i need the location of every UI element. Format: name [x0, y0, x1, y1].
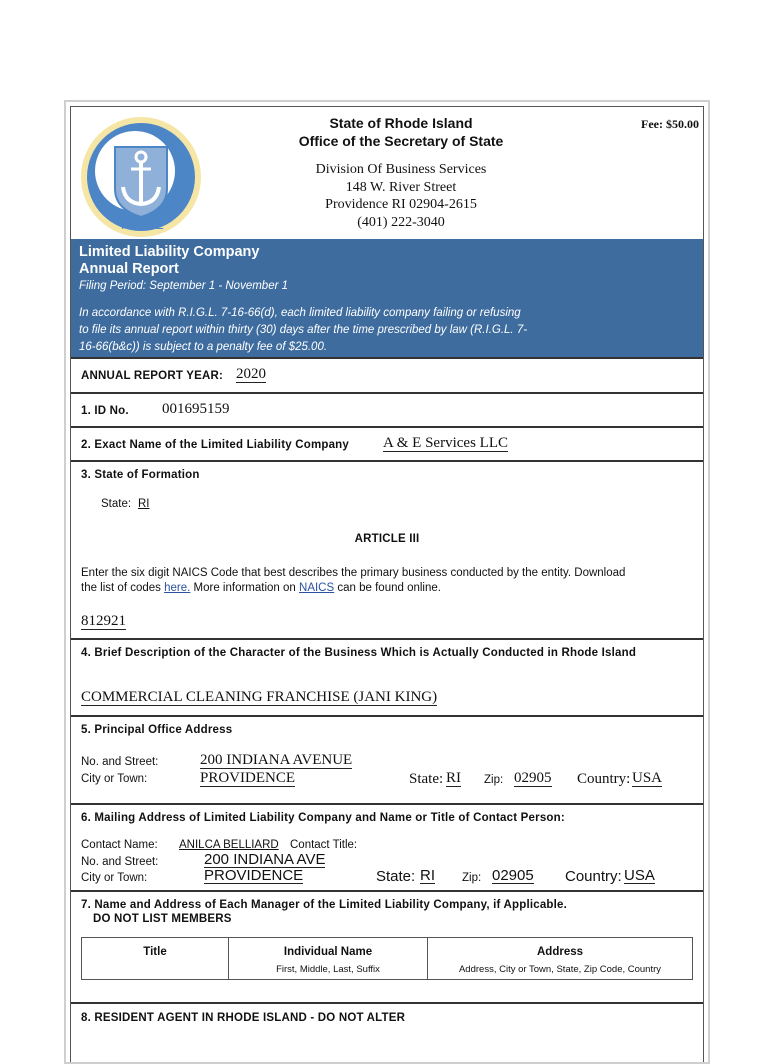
resident-agent-label: 8. RESIDENT AGENT IN RHODE ISLAND - DO NOT ALTER — [81, 1012, 406, 1024]
principal-street-label: No. and Street: — [81, 756, 159, 768]
resident-agent-row — [71, 1002, 703, 1042]
state-name: State of Rhode Island — [329, 115, 473, 131]
managers-row — [71, 890, 703, 1002]
penalty-line: In accordance with R.I.G.L. 7-16-66(d), each limited liability company failing or refusing — [79, 307, 521, 319]
codes-link[interactable]: here. — [164, 582, 191, 594]
article-text — [81, 566, 625, 596]
form-sheet — [64, 100, 710, 1064]
managers-table — [81, 937, 693, 980]
fee-label: Fee: $50.00 — [641, 117, 699, 131]
filing-period: Filing Period: September 1 - November 1 — [79, 280, 289, 292]
col-name-hint: First, Middle, Last, Suffix — [276, 964, 380, 975]
managers-sublabel: DO NOT LIST MEMBERS — [93, 913, 232, 925]
article-text-span: the list of codes — [81, 582, 161, 594]
mailing-country-label: Country: — [565, 868, 622, 885]
principal-country-label: Country: — [577, 771, 631, 787]
mailing-country-field[interactable]: USA — [624, 867, 655, 884]
article-text-span: can be found online. — [337, 582, 441, 594]
principal-office-label: 5. Principal Office Address — [81, 724, 233, 736]
contact-name-field[interactable]: ANILCA BELLIARD — [179, 839, 279, 851]
principal-city-field[interactable]: PROVIDENCE — [200, 770, 296, 786]
article-heading: ARTICLE III — [354, 533, 420, 545]
phone-line: (401) 222-3040 — [357, 214, 445, 230]
street-line: 148 W. River Street — [345, 179, 457, 195]
col-title — [82, 938, 229, 979]
form-heading — [261, 114, 541, 150]
article-text-line: Enter the six digit NAICS Code that best describes the primary business conducted by the entity. Download — [81, 567, 626, 579]
principal-country-field[interactable]: USA — [632, 770, 663, 786]
formation-row — [71, 460, 703, 638]
principal-zip-field[interactable]: 02905 — [514, 770, 552, 786]
company-name-field[interactable]: A & E Services LLC — [383, 435, 508, 451]
col-address-hint: Address, City or Town, State, Zip Code, Country — [458, 964, 662, 975]
article-text-line — [81, 581, 625, 596]
naics-link[interactable]: NAICS — [299, 582, 335, 594]
company-name-label: 2. Exact Name of the Limited Liability Company — [81, 439, 350, 451]
mailing-label: 6. Mailing Address of Limited Liability Company and Name or Title of Contact Person: — [81, 812, 565, 824]
city-line: Providence RI 02904-2615 — [325, 197, 477, 212]
report-title-line2: Annual Report — [79, 261, 179, 277]
principal-state-label: State: — [409, 771, 444, 787]
business-label: 4. Brief Description of the Character of the Business Which is Actually Conducted in Rhode Island — [81, 647, 637, 659]
business-field[interactable]: COMMERCIAL CLEANING FRANCHISE (JANI KING) — [81, 689, 438, 705]
report-title-line1: Limited Liability Company — [79, 244, 260, 260]
mailing-city-field[interactable]: PROVIDENCE — [204, 867, 304, 884]
mailing-zip-field[interactable]: 02905 — [492, 867, 534, 884]
contact-name-label: Contact Name: — [81, 839, 158, 851]
seal-motto: HOPE — [121, 217, 166, 232]
naics-code-field[interactable]: 812921 — [81, 613, 126, 629]
principal-street-field[interactable]: 200 INDIANA AVENUE — [200, 752, 353, 768]
col-name — [229, 938, 428, 979]
formation-state-field[interactable]: RI — [138, 498, 150, 510]
penalty-line: 16-66(b&c)) is subject to a penalty fee of $25.00. — [79, 341, 328, 353]
form-frame — [70, 106, 704, 1062]
office-address — [261, 161, 541, 231]
company-name-row — [71, 426, 703, 460]
principal-state-field[interactable]: RI — [446, 770, 461, 786]
col-title-header: Title — [143, 946, 167, 958]
report-year-label: ANNUAL REPORT YEAR: — [81, 370, 224, 382]
id-label: 1. ID No. — [81, 405, 129, 417]
formation-state-label: State: — [101, 498, 132, 510]
mailing-street-label: No. and Street: — [81, 856, 159, 868]
principal-city-label: City or Town: — [81, 773, 148, 785]
penalty-line: to file its annual report within thirty (30) days after the time prescribed by law (R.I.G.L. 7- — [79, 324, 528, 336]
mailing-zip-label: Zip: — [462, 872, 482, 884]
principal-office-row — [71, 715, 703, 803]
article-text-span: More information on — [193, 582, 296, 594]
mailing-state-label: State: — [376, 868, 416, 885]
col-address-header: Address — [536, 946, 584, 958]
col-address — [428, 938, 692, 979]
formation-label: 3. State of Formation — [81, 469, 200, 481]
contact-title-label: Contact Title: — [290, 839, 358, 851]
mailing-row — [71, 803, 703, 890]
managers-label: 7. Name and Address of Each Manager of the Limited Liability Company, if Applicable. — [81, 899, 568, 911]
mailing-city-label: City or Town: — [81, 872, 148, 884]
division-line: Division Of Business Services — [315, 162, 487, 177]
report-year-field[interactable]: 2020 — [236, 366, 266, 382]
report-year-row — [71, 357, 703, 392]
penalty-notice — [79, 305, 695, 356]
principal-zip-label: Zip: — [484, 774, 504, 786]
business-row — [71, 638, 703, 715]
report-title-band — [71, 239, 703, 357]
id-field[interactable]: 001695159 — [162, 401, 230, 417]
state-seal-logo — [81, 117, 201, 237]
col-name-header: Individual Name — [283, 946, 373, 958]
id-row — [71, 392, 703, 426]
mailing-street-field[interactable]: 200 INDIANA AVE — [204, 851, 326, 868]
office-name: Office of the Secretary of State — [298, 133, 504, 149]
mailing-state-field[interactable]: RI — [420, 867, 435, 884]
